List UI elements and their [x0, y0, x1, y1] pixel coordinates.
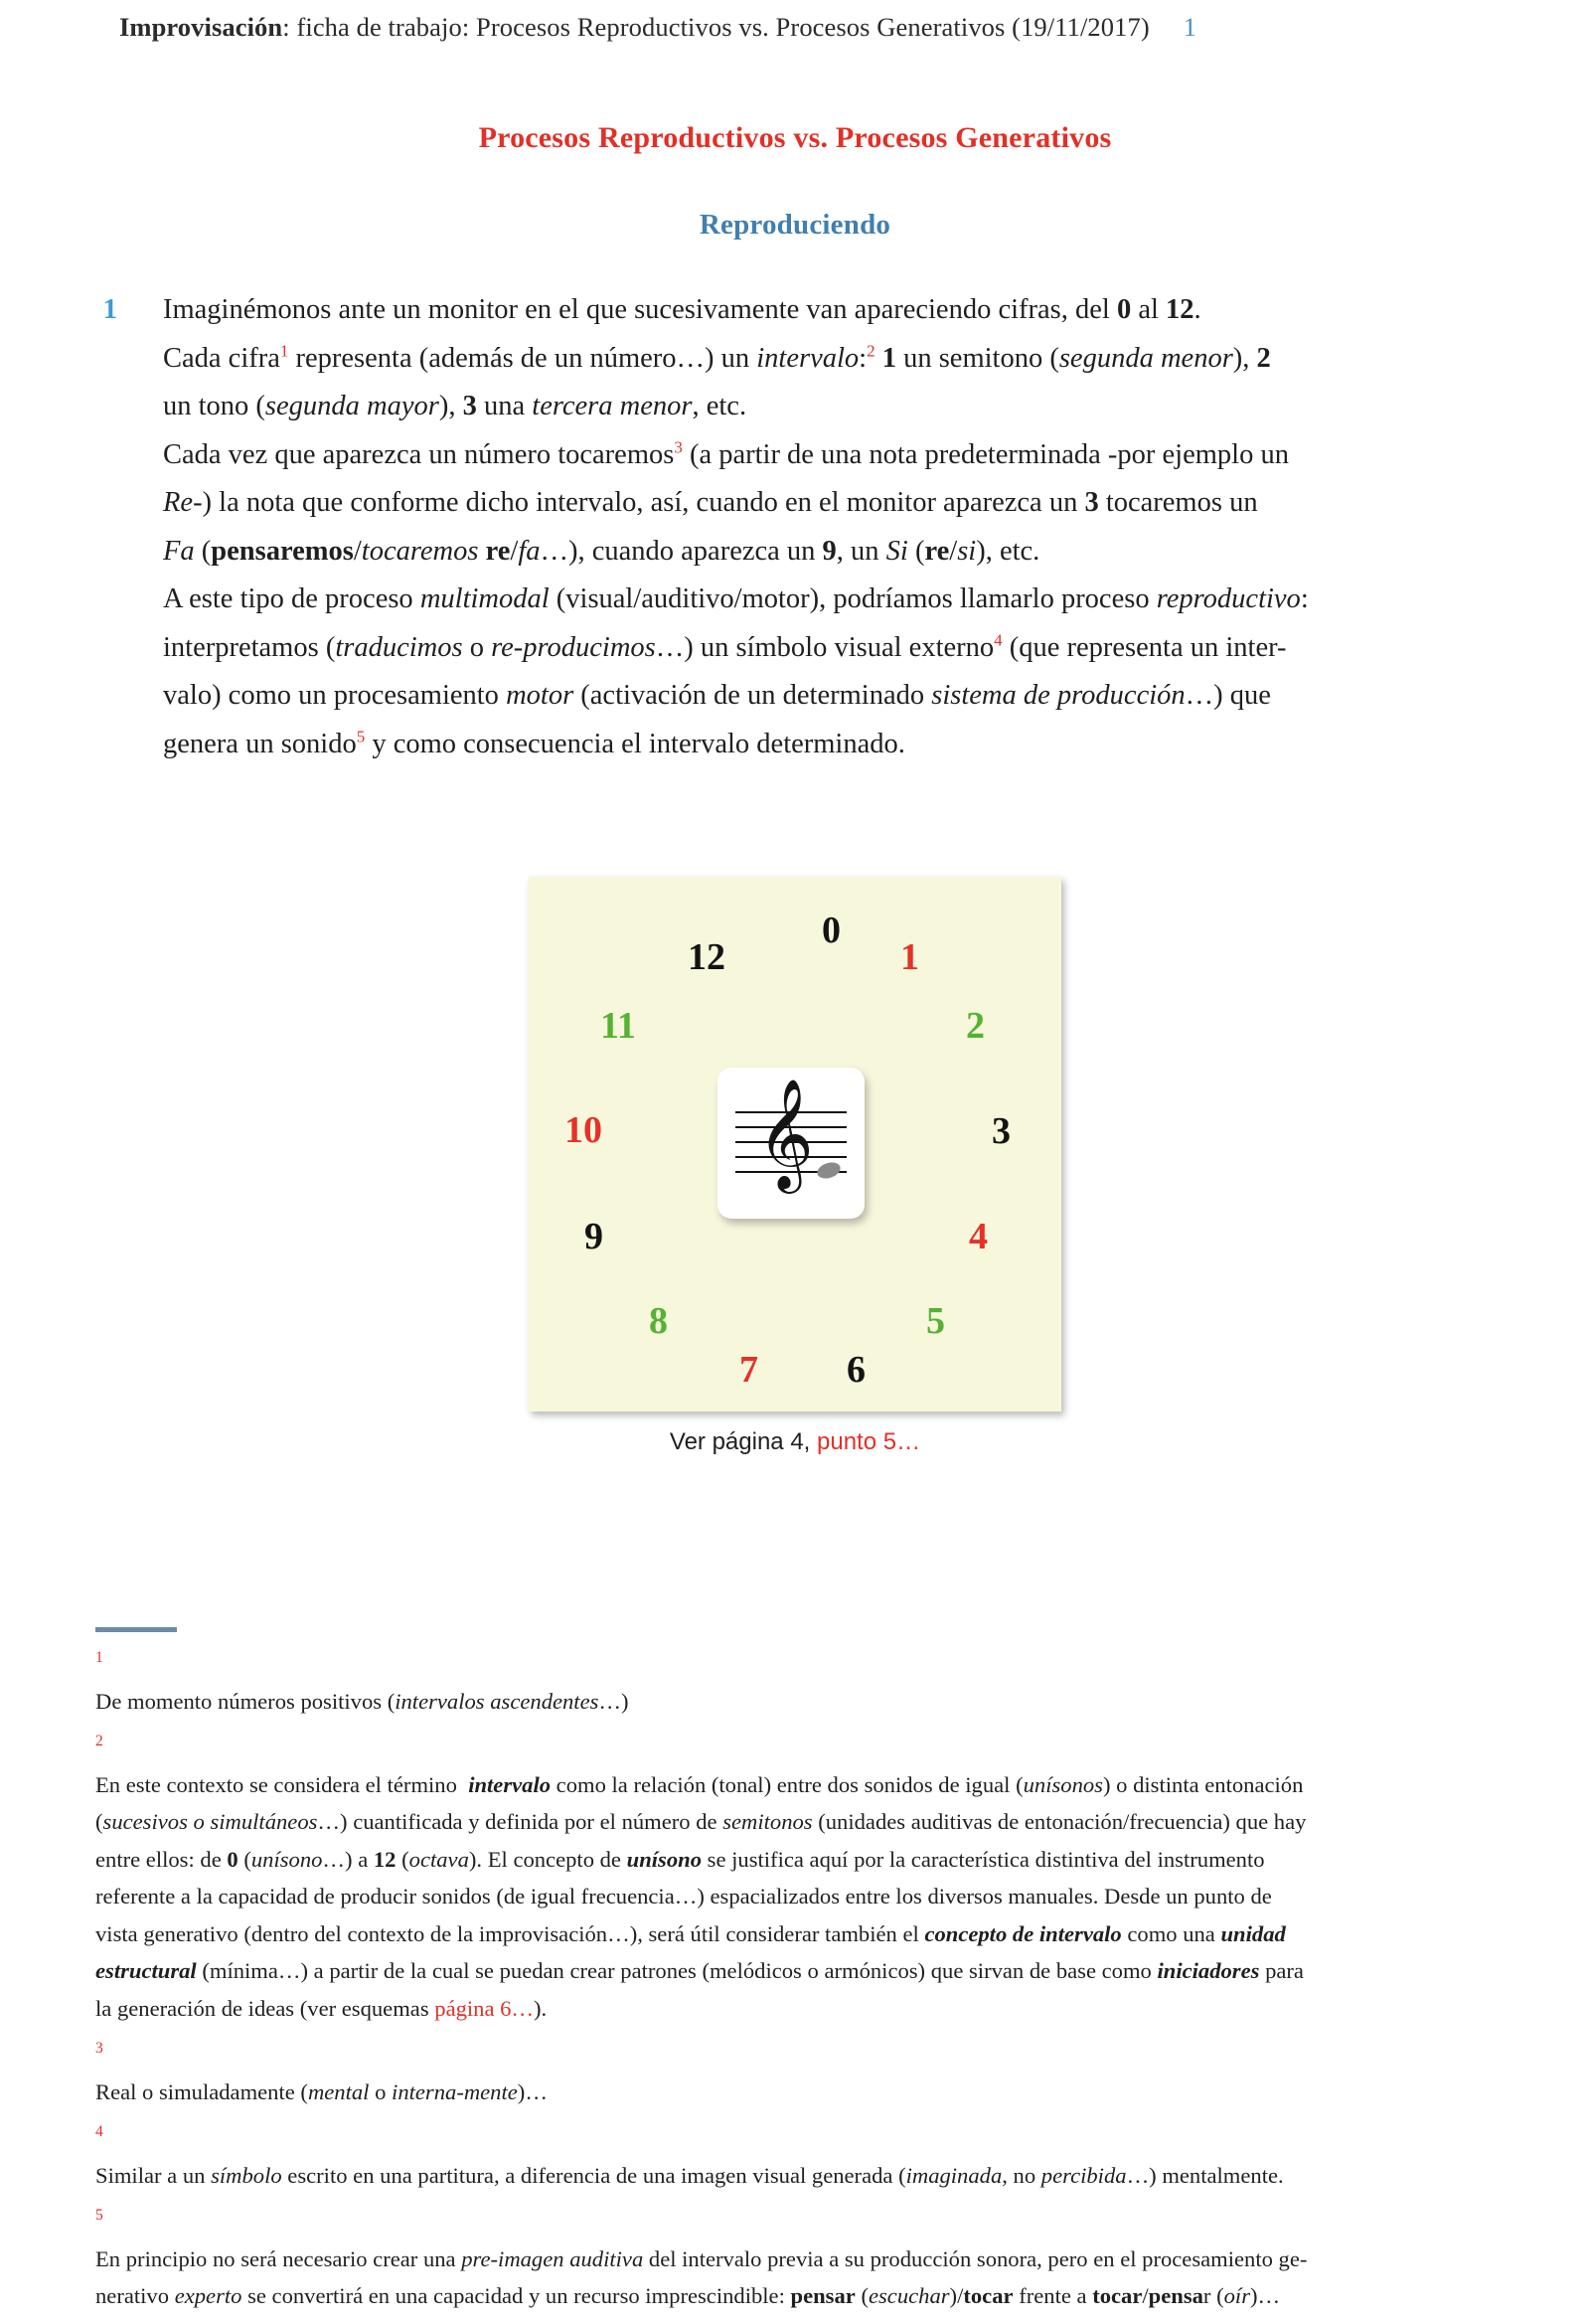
clock-number-5: 5: [926, 1300, 945, 1342]
footnote-ref-2[interactable]: 2: [867, 341, 875, 360]
body-line-6: Fa (pensaremos/tocaremos re/fa…), cuando aparezca un 9, un Si (re/si), etc.: [163, 535, 1040, 567]
body-line-4: Cada vez que aparezca un número tocaremos$^3$ (a partir de una nota predeterminada -por ejemplo un: [163, 437, 1289, 470]
footnote-1: $^1$ De momento números positivos (intervalos ascendentes…): [95, 1649, 629, 1714]
clock-number-4: 4: [969, 1216, 988, 1257]
list-item-number: 1: [102, 294, 117, 325]
footnotes-block: [95, 1645, 1495, 2324]
footnote-separator: [95, 1627, 177, 1632]
body-line-9: valo) como un procesamiento motor (activación de un determinado sistema de producción…) que: [163, 680, 1271, 711]
clock-number-11: 11: [600, 1005, 636, 1047]
clock-number-6: 6: [847, 1349, 866, 1391]
footnote-marker-4: 4: [95, 2123, 103, 2141]
treble-clef-icon: 𝄞: [757, 1078, 814, 1189]
page-title: Procesos Reproductivos vs. Procesos Generativos: [478, 121, 1112, 154]
footnote-marker-5: 5: [95, 2207, 103, 2225]
clock-number-2: 2: [966, 1005, 985, 1047]
footnote-marker-3: 3: [95, 2040, 103, 2058]
footnote-ref-4[interactable]: 4: [994, 630, 1003, 649]
clock-number-1: 1: [900, 936, 919, 978]
body-line-10: genera un sonido$^5$ y como consecuencia el intervalo determinado.: [163, 727, 905, 759]
header-title-rest: : ficha de trabajo: Procesos Reproductivos vs. Procesos Generativos (19/11/2017): [282, 12, 1150, 42]
footnote-ref-3[interactable]: 3: [674, 437, 683, 456]
body-line-5: Re-) la nota que conforme dicho intervalo, así, cuando en el monitor aparezca un 3 tocaremos un: [163, 487, 1258, 518]
body-line-3: un tono (segunda mayor), 3 una tercera menor, etc.: [163, 391, 747, 421]
header-title-strong: Improvisación: [119, 12, 283, 42]
footnote-ref-1[interactable]: 1: [279, 341, 289, 360]
clock-number-8: 8: [649, 1300, 668, 1342]
clock-figure: [529, 877, 1061, 1411]
clock-number-12: 12: [688, 936, 725, 978]
note-card: [717, 1068, 865, 1219]
clock-number-9: 9: [584, 1216, 603, 1257]
body-line-1: Imaginémonos ante un monitor en el que sucesivamente van apareciendo cifras, del 0 al 12.: [163, 294, 1201, 325]
clock-number-3: 3: [992, 1110, 1011, 1152]
clock-number-10: 10: [564, 1109, 602, 1151]
clock-number-0: 0: [822, 910, 841, 951]
body-line-7: A este tipo de proceso multimodal (visual/auditivo/motor), podríamos llamarlo proceso reproductivo:: [163, 583, 1309, 614]
running-header: [119, 12, 1471, 43]
footnote-ref-5[interactable]: 5: [356, 727, 366, 746]
page-subtitle: Reproduciendo: [699, 209, 891, 241]
footnote-marker-1: 1: [95, 1649, 103, 1667]
body-line-8: interpretamos (traducimos o re-producimos…) un símbolo visual externo$^4$ (que representa un inter-: [163, 630, 1287, 663]
footnote-4: $^4$ Similar a un símbolo escrito en una partitura, a diferencia de una imagen visual generada (imaginada, no percibida…) mentalmente.: [95, 2123, 1284, 2188]
clock-number-7: 7: [739, 1349, 758, 1391]
figure-caption: [0, 1428, 1590, 1456]
footnote-5: $^5$ En principio no será necesario crear una pre-imagen auditiva del intervalo previa a su producción sonora, pero en el procesamiento ge- nerativo experto se convertirá en una capacidad y un recurso imprescindible: pensar (escuchar)/tocar frente a tocar/pensar (oír)…: [95, 2207, 1308, 2308]
footnote-3: $^3$ Real o simuladamente (mental o interna-mente)…: [95, 2040, 548, 2104]
footnote-2: $^2$ En este contexto se considera el término intervalo como la relación (tonal) entre dos sonidos de igual (unísonos) o distinta entonación (sucesivos o simultáneos…) cuantificada y definida por el número de semitonos (unidades auditivas de entonación/frecuencia) que hay entre ellos: de 0 (unísono…) a 12 (octava). El concepto de unísono se justifica aquí por la característica distintiva del instrumento referente a la capacidad de producir sonidos (de igual frecuencia…) espacializados entre los diversos manuales. Desde un punto de vista generativo (dentro del contexto de la improvisación…), será útil considerar también el concepto de intervalo como una unidad estructural (mínima…) a partir de la cual se puedan crear patrones (melódicos o armónicos) que sirvan de base como iniciadores para la generación de ideas (ver esquemas página 6…).: [95, 1733, 1307, 2021]
body-text-block: [102, 286, 1467, 768]
header-page-number: 1: [1183, 12, 1197, 42]
body-line-2: Cada cifra$^1$ representa (además de un número…) un intervalo:$^2$ 1 un semitono (segunda menor), 2: [163, 341, 1271, 374]
figure-caption-red: punto 5…: [817, 1428, 921, 1455]
figure-caption-plain: Ver página 4,: [669, 1428, 818, 1455]
footnote-marker-2: 2: [95, 1733, 103, 1750]
